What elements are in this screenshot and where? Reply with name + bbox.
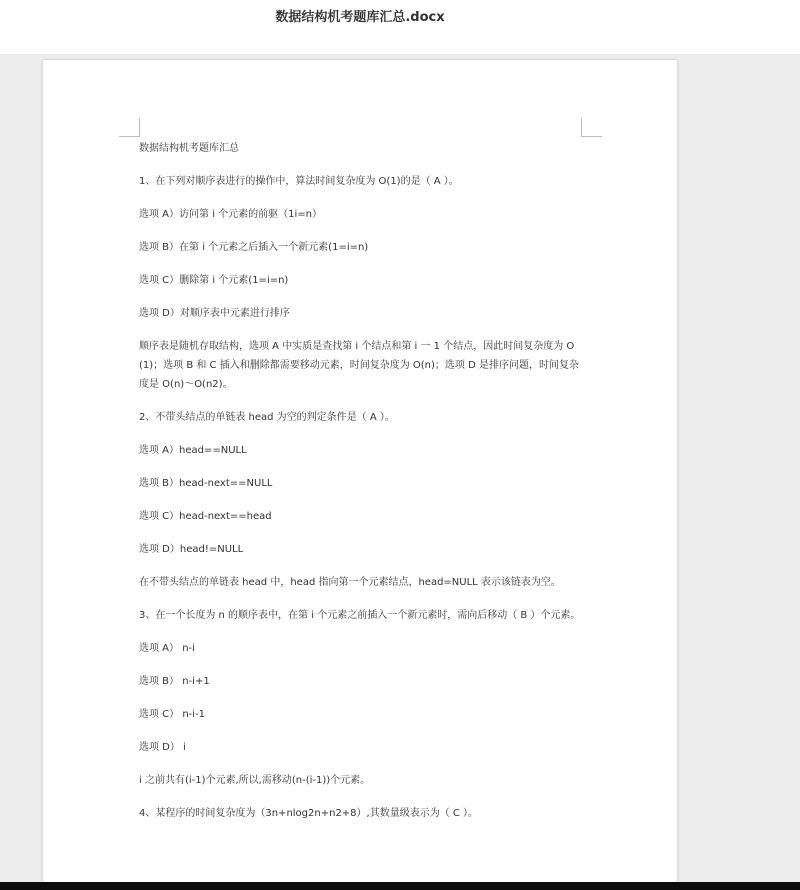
q3-option-c: 选项 C） n-i-1	[139, 709, 206, 720]
q3-option-b: 选项 B） n-i+1	[139, 676, 210, 687]
title-bar	[0, 0, 800, 54]
q3-explanation: i 之前共有(i-1)个元素,所以,需移动(n-(i-1))个元素。	[139, 775, 371, 786]
margin-corner-mark-right	[581, 118, 602, 137]
q3-option-d: 选项 D） i	[139, 742, 186, 753]
page-content	[139, 139, 587, 837]
q1-explanation: 顺序表是随机存取结构，选项 A 中实质是查找第 i 个结点和第 i 一 1 个结点，因此时间复杂度为 O(1)；选项 B 和 C 插入和删除都需要移动元素，时间复杂度为 O(n)；选项 D 是排序问题，时间复杂度是 O(n)～O(n2)。	[139, 341, 579, 390]
document-heading: 数据结构机考题库汇总	[139, 143, 239, 154]
document-page	[43, 60, 677, 882]
question-3: 3、在一个长度为 n 的顺序表中，在第 i 个元素之前插入一个新元素时，需向后移动（ B ）个元素。	[139, 610, 581, 621]
bottom-bar	[0, 882, 800, 890]
q1-option-a: 选项 A）访问第 i 个元素的前驱（1i=n）	[139, 209, 323, 220]
margin-corner-mark-left	[119, 118, 140, 137]
q1-option-b: 选项 B）在第 i 个元素之后插入一个新元素(1=i=n)	[139, 242, 369, 253]
q2-option-c: 选项 C）head-next==head	[139, 511, 272, 522]
question-1: 1、在下列对顺序表进行的操作中，算法时间复杂度为 O(1)的是（ A ）。	[139, 176, 459, 187]
q1-option-d: 选项 D）对顺序表中元素进行排序	[139, 308, 290, 319]
q3-option-a: 选项 A） n-i	[139, 643, 195, 654]
document-title: 数据结构机考题库汇总.docx	[275, 10, 445, 25]
question-2: 2、不带头结点的单链表 head 为空的判定条件是（ A ）。	[139, 412, 395, 423]
question-4: 4、某程序的时间复杂度为（3n+nlog2n+n2+8）,其数量级表示为（ C ）。	[139, 808, 479, 819]
q2-option-a: 选项 A）head==NULL	[139, 445, 247, 456]
q2-option-b: 选项 B）head-next==NULL	[139, 478, 273, 489]
document-viewer[interactable]	[0, 54, 800, 882]
q2-explanation: 在不带头结点的单链表 head 中，head 指向第一个元素结点，head=NULL 表示该链表为空。	[139, 577, 561, 588]
q1-option-c: 选项 C）删除第 i 个元素(1=i=n)	[139, 275, 289, 286]
q2-option-d: 选项 D）head!=NULL	[139, 544, 244, 555]
